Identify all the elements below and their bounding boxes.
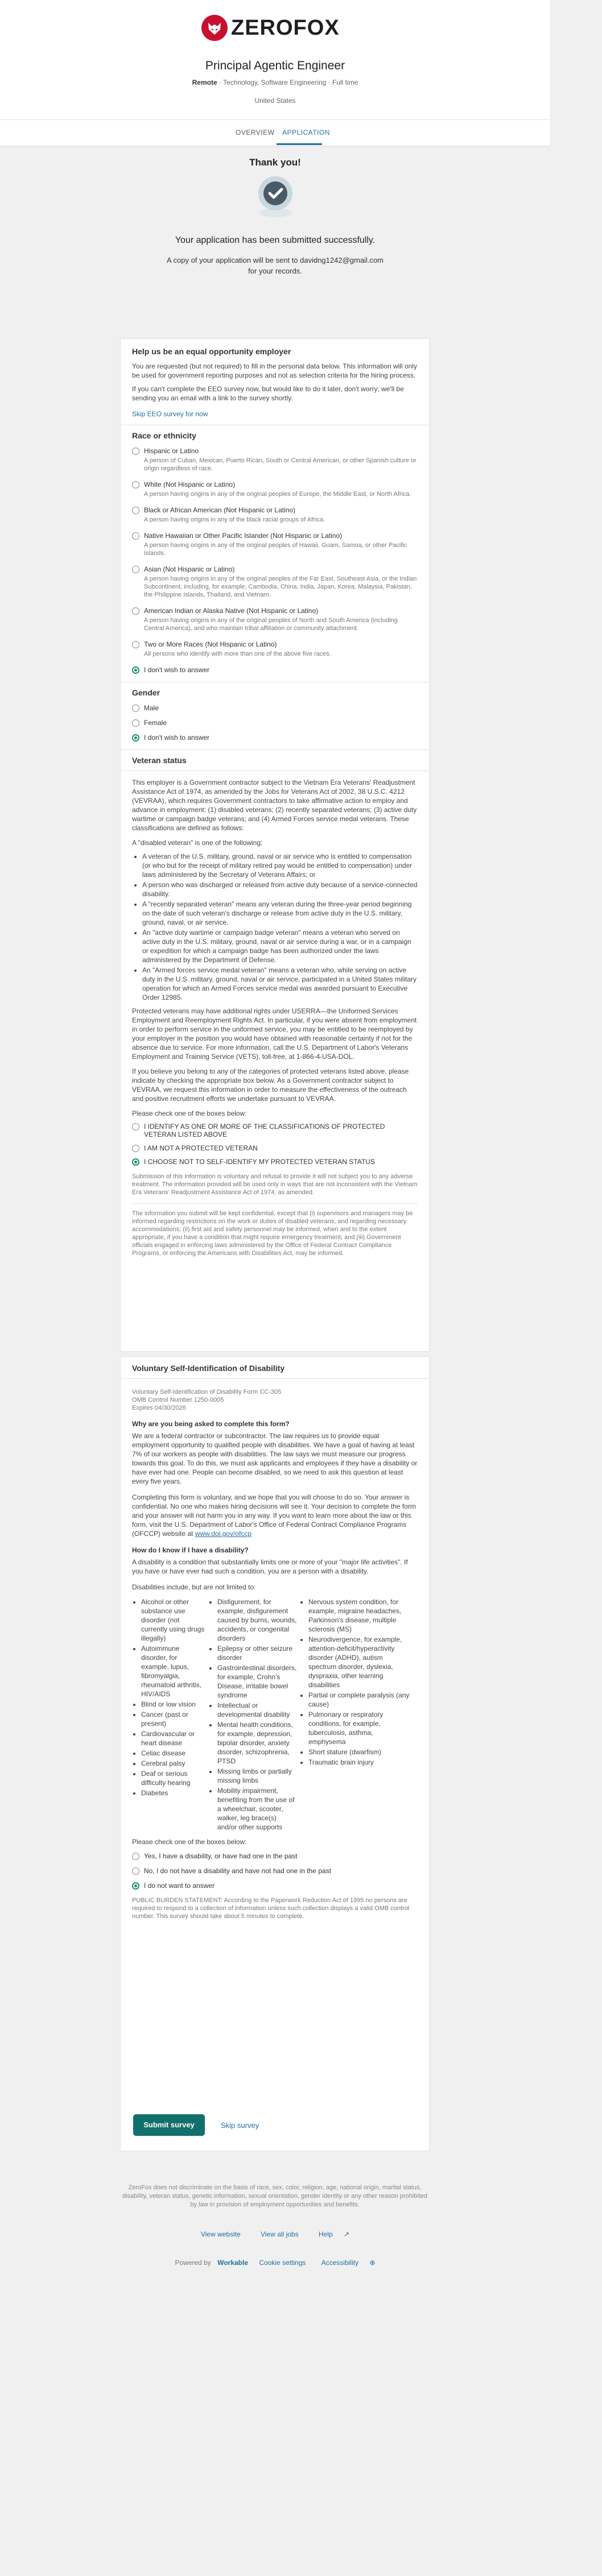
radio-button[interactable] xyxy=(132,705,139,712)
veteran-intro: This employer is a Government contractor subject to the Vietnam Era Veterans' Readjustment Assistance Act of 1974, as amended by the Jobs for Veterans Act of 2002, 38 U.S.C. 4212 (VEVRAA), which requires Government contractors to take affirmative action to employ and advance in employment: (1) disabled veterans; (2) recently separated veterans; (3) active duty wartime or campaign badge veterans; and (4) Armed Forces service medal veterans. These classifications are defined as follows: xyxy=(132,778,417,832)
job-location: United States xyxy=(254,97,296,105)
veteran-option[interactable] xyxy=(132,1144,418,1152)
accessibility-icon: ⊕ xyxy=(369,2259,376,2267)
radio-button[interactable] xyxy=(132,1145,139,1152)
thank-you-heading: Thank you! xyxy=(249,157,301,168)
tab-application[interactable]: APPLICATION xyxy=(282,129,330,136)
gender-option-label: I don't wish to answer xyxy=(144,734,210,742)
disability-col-1 xyxy=(132,1597,206,1833)
veteran-definition-item: • An "active duty wartime or campaign badge veteran" means a veteran who served on active duty in the U.S. military, ground, naval or air service during a war, or in a campaign or expedition for which a campaign badge has been authorized under the laws administered by the Department of Defense. xyxy=(142,928,418,964)
radio-button[interactable] xyxy=(132,666,139,674)
veteran-heading: Veteran status xyxy=(132,756,187,765)
success-message: Your application has been submitted successfully. xyxy=(175,235,376,245)
disability-option[interactable] xyxy=(132,1867,418,1875)
cookie-settings-link[interactable]: Cookie settings xyxy=(259,2259,306,2267)
tab-overview[interactable]: OVERVIEW xyxy=(236,129,275,136)
veteran-options xyxy=(132,1123,418,1166)
race-option-label: Black or African American (Not Hispanic or Latino) xyxy=(144,506,296,514)
tabs-divider xyxy=(0,119,550,120)
disability-item: • Traumatic brain injury xyxy=(308,1758,411,1767)
veteran-definition-item: • A person who was discharged or released from active duty because of a service-connected disability. xyxy=(142,880,418,898)
disability-item: • Epilepsy or other seizure disorder xyxy=(217,1644,297,1662)
disability-option-label: No, I do not have a disability and have not had one in the past xyxy=(144,1867,331,1875)
radio-button[interactable] xyxy=(132,448,139,455)
form-name: Voluntary Self-Identification of Disability Form CC-305 xyxy=(132,1389,282,1395)
disability-item: • Pulmonary or respiratory conditions, for example, tuberculosis, asthma, emphysema xyxy=(308,1710,411,1746)
gender-options xyxy=(132,704,418,742)
race-option-description: A person having origins in any of the original peoples of Europe, the Middle East, or North Africa. xyxy=(144,491,411,498)
eeo-intro: You are requested (but not required) to fill in the personal data below. This information will only be used for government reporting purposes and not as selection criteria for the hiring process. xyxy=(132,362,417,379)
accessibility-link[interactable]: Accessibility ⊕ xyxy=(321,2259,376,2267)
veteran-request: If you believe you belong to any of the categories of protected veterans listed above, please indicate by checking the appropriate box below. As a Government contractor subject to VEVRAA, we request this information in order to measure the effectiveness of the outreach and positive recruitment efforts we undertake pursuant to VEVRAA. xyxy=(132,1067,409,1103)
eeo-survey-card xyxy=(121,339,429,1351)
why-heading: Why are you being asked to complete this form? xyxy=(132,1420,290,1428)
disability-item: • Cerebral palsy xyxy=(141,1759,206,1768)
veteran-option[interactable] xyxy=(132,1123,418,1138)
how-text: A disability is a condition that substantially limits one or more of your "major life activities". If you have or have ever had such a condition, you are a person with a disability. xyxy=(132,1558,408,1575)
veteran-definition-item: • A veteran of the U.S. military, ground, naval or air service who is entitled to compensation (or who but for the receipt of military retired pay would be entitled to compensation) under laws administered by the Secretary of Veterans Affairs; or xyxy=(142,852,418,879)
disability-prompt: Please check one of the boxes below: xyxy=(132,1838,247,1846)
skip-survey-link[interactable]: Skip survey xyxy=(221,2121,259,2130)
radio-button[interactable] xyxy=(132,1158,139,1166)
voluntary-body: Completing this form is voluntary, and we hope that you will choose to do so. Your answer is confidential. No one who makes hiring decisions will see it. Your decision to complete the form and your answer will not harm you in any way. If you want to learn more about the law or this form, visit the U.S. Department of Labor's Office of Federal Contract Compliance Programs (OFCCP) website at xyxy=(132,1493,416,1538)
veteran-option[interactable] xyxy=(132,1158,418,1166)
race-option-label: Hispanic or Latino xyxy=(144,447,199,455)
radio-button[interactable] xyxy=(132,1867,139,1875)
radio-button[interactable] xyxy=(132,1882,139,1890)
disability-item: • Alcohol or other substance use disorder (not currently using drugs illegally) xyxy=(141,1597,206,1643)
race-option[interactable] xyxy=(132,607,418,632)
veteran-definition-item: • A "recently separated veteran" means any veteran during the three-year period beginning on the date of such veteran's discharge or release from active duty in the U.S. military, ground, naval, or air service. xyxy=(142,900,418,927)
disability-item: • Autoimmune disorder, for example, lupus, fibromyalgia, rheumatoid arthritis, HIV/AIDS xyxy=(141,1644,206,1699)
gender-option-label: Male xyxy=(144,704,159,712)
disabled-veteran-def: A "disabled veteran" is one of the following: xyxy=(132,839,263,847)
userra-note: Protected veterans may have additional rights under USERRA—the Uniformed Services Employment and Reemployment Rights Act. In particular, if you were absent from employment in order to perform service in the uniformed service, you may be entitled to be reemployed by your employer in the position you would have obtained with reasonable certainty if not for the absence due to service. For more information, call the U.S. Department of Labor's Veterans Employment and Training Service (VETS), toll-free, at 1-866-4-USA-DOL. xyxy=(132,1007,417,1061)
work-type: Remote xyxy=(192,78,217,86)
race-option-description: All persons who identify with more than one of the above five races. xyxy=(144,651,331,657)
check-circle-icon xyxy=(255,174,295,220)
veteran-confidentiality: The information you submit will be kept confidential, except that (i) supervisors and managers may be informed regarding restrictions on the work or duties of disabled veterans, and regarding necessary accommodations; (ii) first aid and safety personnel may be informed, when and to the extent appropriate, if you have a condition that might require emergency treatment; and (iii) Government officials engaged in enforcing laws administered by the Office of Federal Contract Compliance Programs, or enforcing the Americans with Disabilities Act, may be informed. xyxy=(132,1210,413,1257)
disability-heading: Voluntary Self-Identification of Disability xyxy=(132,1364,285,1373)
radio-button[interactable] xyxy=(132,1123,139,1130)
race-option[interactable] xyxy=(132,640,418,658)
veteran-definition-item: • An "Armed forces service medal veteran" means a veteran who, while serving on active duty in the U.S. military, ground, naval or air service, participated in a United States military operation for which an Armed Forces service medal was awarded pursuant to Executive Order 12985. xyxy=(142,966,418,1002)
disability-item: • Mobility impairment, benefiting from the use of a wheelchair, scooter, walker, leg brace(s) and/or other supports xyxy=(217,1786,297,1832)
copy-note-line2: for your records. xyxy=(248,267,302,275)
race-option-label: Native Hawaiian or Other Pacific Islander (Not Hispanic or Latino) xyxy=(144,532,343,540)
job-meta xyxy=(0,78,550,86)
active-tab-indicator xyxy=(277,143,322,145)
skip-eeo-link[interactable]: Skip EEO survey for now xyxy=(132,410,208,418)
race-option[interactable] xyxy=(132,666,418,674)
race-option-description: A person having origins in any of the original peoples of North and South America (including Central America), and who maintain tribal affiliation or community attachment. xyxy=(144,617,398,632)
veteran-definitions xyxy=(132,852,418,1002)
gender-heading: Gender xyxy=(132,688,160,697)
view-all-jobs-link[interactable]: View all jobs xyxy=(261,2230,299,2238)
race-option[interactable] xyxy=(132,447,418,473)
eeo-heading: Help us be an equal opportunity employer xyxy=(132,347,291,356)
disability-item: • Nervous system condition, for example, migraine headaches, Parkinson's disease, multiple sclerosis (MS) xyxy=(308,1597,411,1634)
include-text: Disabilities include, but are not limited to: xyxy=(132,1583,256,1591)
disability-option-label: Yes, I have a disability, or have had one in the past xyxy=(144,1852,298,1860)
veteran-prompt: Please check one of the boxes below: xyxy=(132,1109,247,1117)
radio-button[interactable] xyxy=(132,719,139,727)
race-option[interactable] xyxy=(132,532,418,557)
view-website-link[interactable]: View website xyxy=(200,2230,241,2238)
company-name: ZEROFOX xyxy=(231,15,340,40)
radio-button[interactable] xyxy=(132,532,139,540)
ofccp-link[interactable]: www.dol.gov/ofccp xyxy=(195,1530,252,1538)
race-option[interactable] xyxy=(132,506,418,524)
voluntary-text xyxy=(132,1493,418,1538)
veteran-fine-print: Submission of this information is voluntary and refusal to provide it will not subject you to any adverse treatment. The information provided will be used only in ways that are not inconsistent with the Vietnam Era Veterans' Readjustment Assistance Act of 1974, as amended. xyxy=(132,1173,418,1196)
radio-button[interactable] xyxy=(132,607,139,615)
race-options xyxy=(132,447,418,674)
radio-button[interactable] xyxy=(132,566,139,573)
radio-button[interactable] xyxy=(132,481,139,488)
race-option-description: A person having origins in any of the original peoples of Hawaii, Guam, Samoa, or other Pacific Islands. xyxy=(144,542,407,557)
footer-links xyxy=(0,2230,550,2238)
how-heading: How do I know if I have a disability? xyxy=(132,1546,249,1554)
disability-card xyxy=(121,1357,429,2151)
disability-item: • Missing limbs or partially missing limbs xyxy=(217,1767,297,1785)
disability-col-2 xyxy=(206,1597,297,1833)
race-option-label: White (Not Hispanic or Latino) xyxy=(144,481,236,488)
why-text: We are a federal contractor or subcontractor. The law requires us to provide equal employment opportunity to qualified people with disabilities. We have a goal of having at least 7% of our workers as people with disabilities. The law says we must measure our progress towards this goal. To do this, we must ask applicants and employees if they have a disability or have ever had one. People can become disabled, so we need to ask this question at least every five years. xyxy=(132,1432,418,1485)
company-logo[interactable] xyxy=(201,15,340,41)
eeo-later-note: If you can't complete the EEO survey now, but would like to do it later, don't worry; we'll be sending you an email with a link to the survey shortly. xyxy=(132,385,404,402)
copy-note xyxy=(0,255,550,276)
disability-option[interactable] xyxy=(132,1852,418,1860)
disability-list xyxy=(132,1597,418,1833)
form-expiry: Expires 04/30/2026 xyxy=(132,1405,186,1411)
burden-statement: PUBLIC BURDEN STATEMENT: According to the Paperwork Reduction Act of 1995 no persons are required to respond to a collection of information unless such collection displays a valid OMB control number. This survey should take about 5 minutes to complete. xyxy=(132,1897,410,1920)
disability-item: • Short stature (dwarfism) xyxy=(308,1747,411,1757)
omb-number: OMB Control Number 1250-0005 xyxy=(132,1397,224,1403)
veteran-option-label: I CHOOSE NOT TO SELF-IDENTIFY MY PROTECTED VETERAN STATUS xyxy=(144,1158,375,1166)
disability-item: • Cardiovascular or heart disease xyxy=(141,1729,206,1747)
footer-disclaimer: ZeroFox does not discriminate on the basis of race, sex, color, religion, age, national origin, marital status, disability, veteran status, genetic information, sexual orientation, gender identity or any other reason prohibited by law in provision of employment opportunities and benefits. xyxy=(122,2184,428,2208)
gender-option[interactable] xyxy=(132,704,418,712)
race-option[interactable] xyxy=(132,481,418,498)
disability-options xyxy=(132,1852,418,1890)
radio-button[interactable] xyxy=(132,507,139,514)
disability-option-label: I do not want to answer xyxy=(144,1882,215,1890)
disability-item: • Deaf or serious difficulty hearing xyxy=(141,1769,206,1787)
disability-item: • Mental health conditions, for example, depression, bipolar disorder, anxiety disorder, schizophrenia, PTSD xyxy=(217,1720,297,1766)
disability-item: • Neurodivergence, for example, attention-deficit/hyperactivity disorder (ADHD), autism spectrum disorder, dyslexia, dyspraxia, other learning disabilities xyxy=(308,1635,411,1689)
race-option-label: American Indian or Alaska Native (Not Hispanic or Latino) xyxy=(144,607,319,615)
fox-logo-icon xyxy=(201,15,228,41)
job-title: Principal Agentic Engineer xyxy=(205,59,345,72)
race-heading: Race or ethnicity xyxy=(132,431,196,440)
gender-option[interactable] xyxy=(132,734,418,742)
disability-item: • Diabetes xyxy=(141,1788,206,1798)
race-option-description: A person of Cuban, Mexican, Puerto Rican, South or Central American, or other Spanish culture or origin regardless of race. xyxy=(144,457,417,472)
radio-button[interactable] xyxy=(132,641,139,648)
job-header xyxy=(0,0,550,146)
disability-item: • Disfigurement, for example, disfigurement caused by burns, wounds, accidents, or congenital disorders xyxy=(217,1597,297,1643)
help-link[interactable]: Help ↗ xyxy=(318,2230,350,2238)
veteran-option-label: I AM NOT A PROTECTED VETERAN xyxy=(144,1144,258,1152)
copy-note-line1: A copy of your application will be sent to davidng1242@gmail.com xyxy=(166,256,384,264)
workable-link[interactable]: Workable xyxy=(217,2259,248,2267)
disability-item: • Blind or low vision xyxy=(141,1700,206,1709)
veteran-option-label: I IDENTIFY AS ONE OR MORE OF THE CLASSIFICATIONS OF PROTECTED VETERAN LISTED ABOVE xyxy=(144,1123,385,1138)
radio-button[interactable] xyxy=(132,734,139,742)
job-departments: · Technology, Software Engineering · Full time xyxy=(217,78,358,86)
footer-bottom xyxy=(0,2259,550,2267)
disability-col-3 xyxy=(297,1597,411,1833)
race-option-description: A person having origins in any of the original peoples of the Far East, Southeast Asia, or the Indian Subcontinent, including, for example, Cambodia, China, India, Japan, Korea, Malaysia, Pakistan, the Philippine Islands, Thailand, and Vietnam. xyxy=(144,575,417,598)
gender-option-label: Female xyxy=(144,719,167,727)
powered-by: Powered by Workable xyxy=(175,2259,248,2267)
disability-item: • Intellectual or developmental disability xyxy=(217,1701,297,1719)
external-link-icon: ↗ xyxy=(343,2230,350,2238)
disability-item: • Partial or complete paralysis (any cause) xyxy=(308,1691,411,1709)
radio-button[interactable] xyxy=(132,1853,139,1860)
race-option-label: Two or More Races (Not Hispanic or Latino) xyxy=(144,640,277,648)
submit-survey-button[interactable]: Submit survey xyxy=(133,2114,205,2136)
disability-item: • Cancer (past or present) xyxy=(141,1710,206,1728)
disability-item: • Celiac disease xyxy=(141,1749,206,1758)
disability-item: • Gastrointestinal disorders, for example, Crohn's Disease, irritable bowel syndrome xyxy=(217,1663,297,1700)
disability-option[interactable] xyxy=(132,1882,418,1890)
divider xyxy=(132,1203,418,1204)
race-option-label: Asian (Not Hispanic or Latino) xyxy=(144,565,235,573)
race-option-label: I don't wish to answer xyxy=(144,666,210,674)
race-option[interactable] xyxy=(132,565,418,599)
gender-option[interactable] xyxy=(132,719,418,727)
race-option-description: A person having origins in any of the black racial groups of Africa. xyxy=(144,516,325,523)
